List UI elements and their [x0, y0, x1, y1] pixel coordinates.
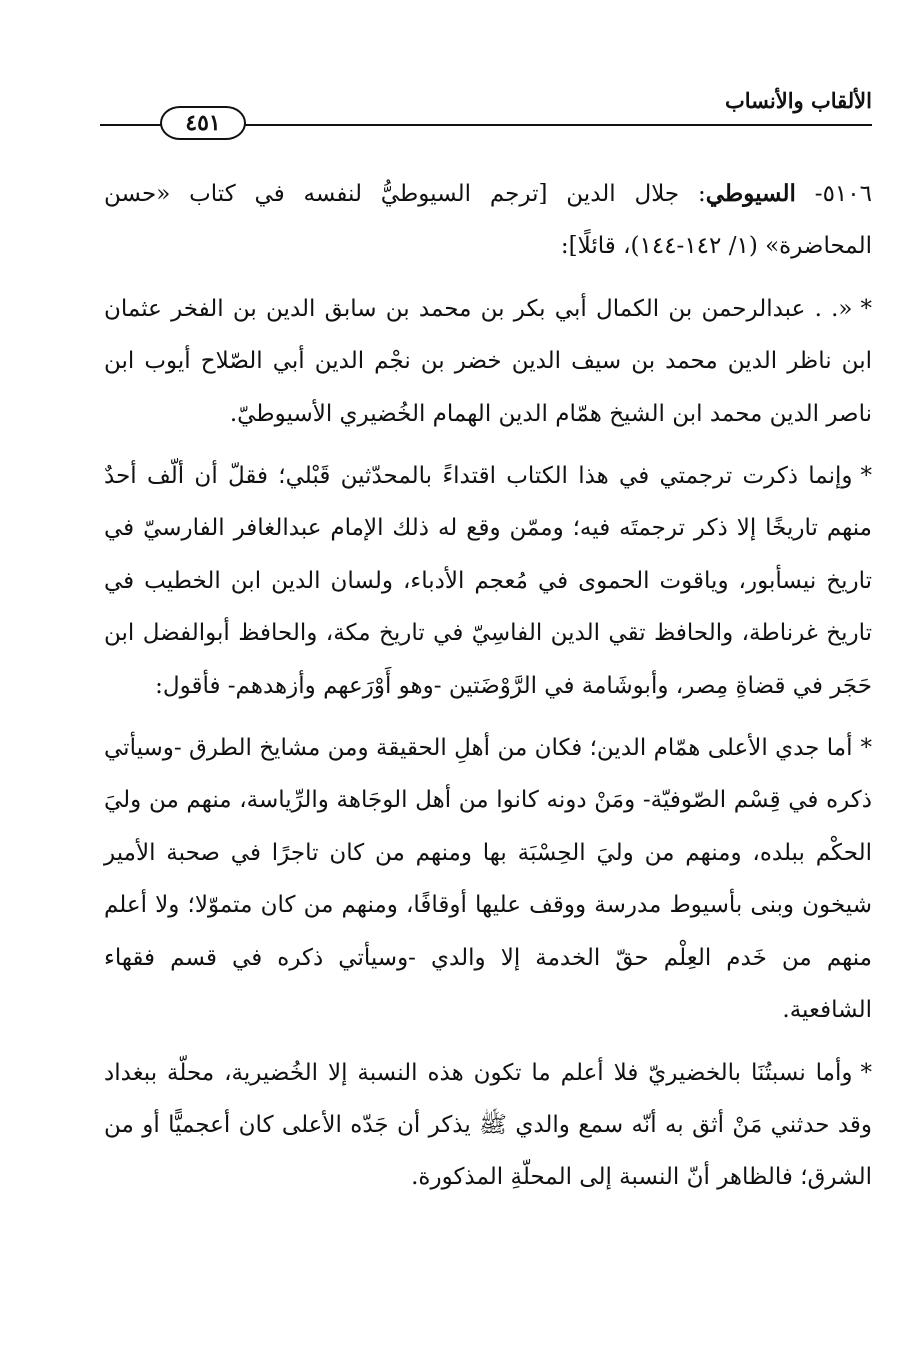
entry-name: السيوطي	[705, 180, 796, 207]
paragraph-text: وإنما ذكرت ترجمتي في هذا الكتاب اقتداءً بالمحدّثين قَبْلي؛ فقلّ أن ألّف أحدٌ منهم تاريخًا إلا ذكر ترجمتَه فيه؛ وممّن وقع له ذلك الإمام عبدالغافر الفارسيّ في تاريخ نيسأبور، وياقوت الحموى في مُعجم الأدباء، ولسان الدين ابن الخطيب في تاريخ غرناطة، والحافظ تقي الدين الفاسِيّ في تاريخ مكة، والحافظ أبوالفضل ابن حَجَر في قضاةِ مِصر، وأبوشَامة في الرَّوْضَتين -وهو أَوْرَعهم وأزهدهم- فأقول:	[104, 463, 872, 699]
paragraph-text: «. . عبدالرحمن بن الكمال أبي بكر بن محمد بن سابق الدين بن الفخر عثمان ابن ناظر الدين محمد بن سيف الدين خضر بن نجْم الدين أبي الصّلاح أيوب ابن ناصر الدين محمد ابن الشيخ همّام الدين الهمام الخُضيري الأسيوطيّ.	[104, 295, 872, 427]
body-paragraph-1	[104, 283, 872, 440]
asterisk-marker: *	[860, 735, 872, 762]
entry-number: ٥١٠٦-	[814, 181, 872, 207]
asterisk-marker: *	[860, 295, 872, 322]
asterisk-marker: *	[860, 1059, 872, 1086]
asterisk-marker: *	[860, 463, 872, 490]
entry-heading-paragraph	[104, 168, 872, 273]
body-paragraph-3	[104, 722, 872, 1036]
paragraph-text: أما جدي الأعلى همّام الدين؛ فكان من أهلِ الحقيقة ومن مشايخ الطرق -وسيأتي ذكره في قِسْم الصّوفيّة- ومَنْ دونه كانوا من أهل الوجَاهة والرِّياسة، منهم من وليَ الحكْم ببلده، ومنهم من وليَ الحِسْبَة بها ومنهم من كان تاجرًا في صحبة الأمير شيخون وبنى بأسيوط مدرسة ووقف عليها أوقافًا، ومنهم من كان متموّلا؛ ولا أعلم منهم من خَدم العِلْم حقّ الخدمة إلا والدي -وسيأتي ذكره في قسم فقهاء الشافعية.	[104, 735, 872, 1024]
body-paragraph-4	[104, 1047, 872, 1204]
body-paragraph-2	[104, 450, 872, 712]
running-head-title: الألقاب والأنساب	[724, 88, 872, 113]
page-body	[104, 168, 872, 1214]
entry-intro: : جلال الدين [ترجم السيوطيُّ لنفسه في كتاب «حسن المحاضرة» (١/ ١٤٢-١٤٤)، قائلًا]:	[104, 181, 872, 260]
paragraph-text: وأما نسبتُنَا بالخضيريّ فلا أعلم ما تكون هذه النسبة إلا الخُضيرية، محلّة ببغداد وقد حدثني مَنْ أثق به أنّه سمع والدي ﷺ يذكر أن جَدّه الأعلى كان أعجميًّا أو من الشرق؛ فالظاهر أنّ النسبة إلى المحلّةِ المذكورة.	[104, 1059, 872, 1191]
page-number-badge: ٤٥١	[160, 106, 246, 140]
